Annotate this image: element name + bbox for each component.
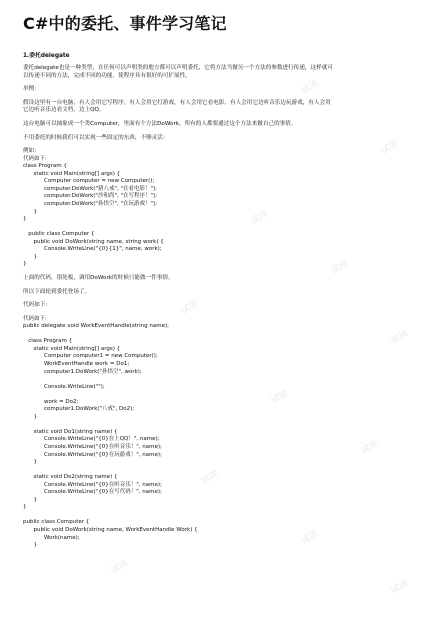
watermark: 试读 xyxy=(199,468,221,487)
watermark: 试读 xyxy=(299,78,321,97)
watermark: 试读 xyxy=(359,438,381,457)
scenario-line-2: 它边听音乐边看文档，边上QQ。 xyxy=(23,107,105,114)
code-block-2: 代码如下: public delegate void WorkEventHandle(string name); class Program { static void Main(string[] args) { Computer computer1 = new Computer(); WorkEventHandle work = Do1; computer1.DoWork("孙悟空", work); Console.WriteLine(""); work = Do2; computer1.DoWork("八戒", Do2); } static void Do1(string name) { Console.WriteLine("{0}在上QQ！", name); Console.WriteLine("{0}在听音乐！", name); Console.WriteLine("{0}在玩游戏！", name); } static void Do2(string name) { Console.WriteLine("{0}在听音乐！", name); Console.WriteLine("{0}在写代码！", name); } } public class Computer { public void DoWork(string name, WorkEventHandle Work) { Work(name); } xyxy=(23,315,198,549)
watermark: 试读 xyxy=(389,578,411,597)
abstraction-text: 这台电脑可以抽象成一个类Computer，里面有个方法DoWork，所有的人都要通过这个方法来做自己的事情。 xyxy=(23,120,297,127)
code-label: 代码如下： xyxy=(23,302,51,309)
document-title: C#中的委托、事件学习笔记 xyxy=(23,14,227,33)
intro-line-1: 委托delegate也是一种类型，在任何可以声明类的地方都可以声明委托，它将方法当做另一个方法的参数进行传递，这样就可 xyxy=(23,65,333,71)
watermark: 试读 xyxy=(299,528,321,547)
delegate-intro-text: 所以下面轮到委托登场了。 xyxy=(23,288,91,295)
watermark: 试读 xyxy=(329,258,351,277)
intro-line-2: 以传递不同的方法，完成不同的功能，使程序具有很好的可扩展性。 xyxy=(23,72,191,79)
watermark: 试读 xyxy=(379,138,401,157)
watermark: 试读 xyxy=(269,388,291,407)
scenario-line-1: 假设这里有一台电脑，有人会用它写程序，有人会用它打游戏，有人会用它看电影，有人会用它边听音乐边玩游戏，有人会用 xyxy=(23,99,331,106)
after-code-text: 上面的代码，很死板，调用DoWork的时候只能做一件事情。 xyxy=(23,274,174,281)
watermark: 试读 xyxy=(249,208,271,227)
no-delegate-text: 不用委托的时候我们可以实现一些固定的东西，不够灵活： xyxy=(23,134,169,141)
section-heading: 1.委托delegate xyxy=(23,53,70,59)
code-block-1: 例如： 代码如下: class Program { static void Main(string[] args) { Computer computer = new Computer(); computer.DoWork("猪八戒", "在看电影！"); computer.DoWork("沙和尚", "在写程序！"); computer.DoWork("孙悟空", "在玩游戏！"); } } public class Computer { public void DoWork(string name, string work) { Console.WriteLine("{0}{1}", name, work); } } xyxy=(23,148,164,268)
watermark: 试读 xyxy=(179,298,201,317)
example-label: 举例： xyxy=(23,86,40,93)
watermark: 试读 xyxy=(109,558,131,577)
document-content xyxy=(23,14,423,550)
watermark: 试读 xyxy=(389,328,411,347)
